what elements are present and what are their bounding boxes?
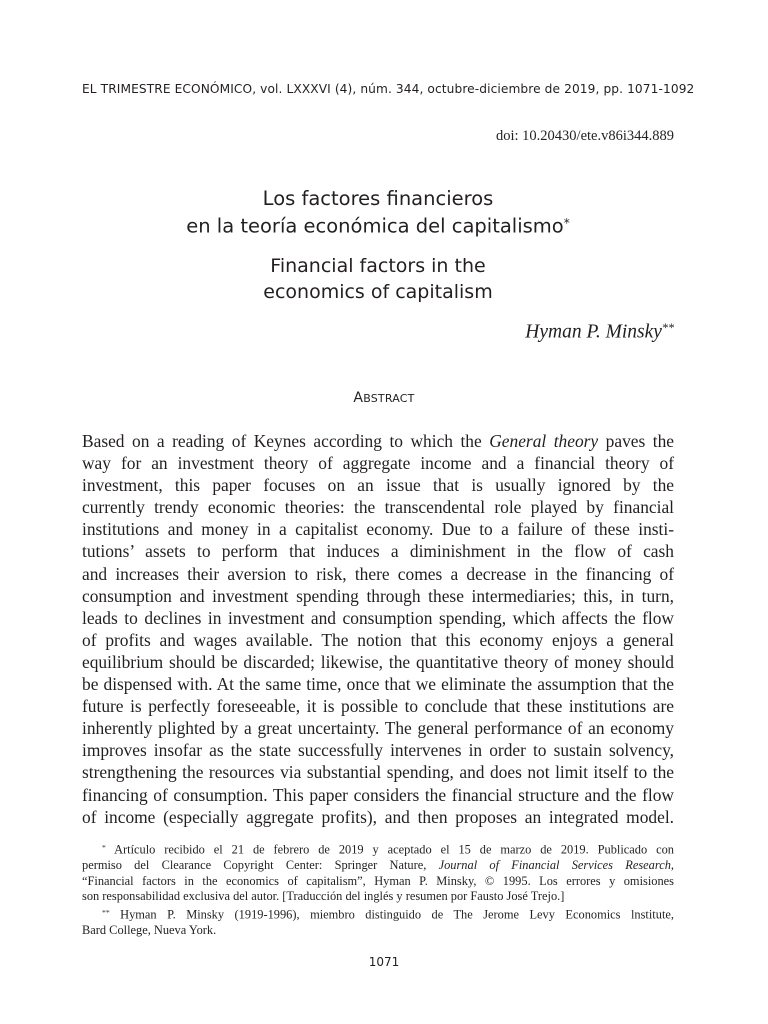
abstract-line-text: equilibrium should be discarded; likewise, the quantitative theory of money should [82, 651, 674, 672]
abstract-line-text: of income (especially aggregate profits), and then proposes an integrated model. [82, 806, 674, 827]
abstract-line [82, 806, 674, 828]
footnote-line-italic: Journal of Financial Services Research, [438, 858, 675, 873]
footnote-line [82, 905, 674, 923]
abstract-line-text: strengthening the resources via substantial spending, and does not limit itself to the [82, 762, 674, 783]
author-name: Hyman P. Minsky [525, 321, 662, 343]
abstract-heading [0, 390, 768, 406]
abstract-line [82, 518, 674, 540]
abstract-line-text: institutions and money in a capitalist economy. Due to a failure of these insti- [82, 519, 674, 540]
footnote-line-text: Artículo recibido el 21 de febrero de 2019 y aceptado el 15 de marzo de 2019. Publicado con [105, 842, 674, 857]
footnote-mark: ** [102, 907, 110, 917]
footnote-line [82, 858, 674, 874]
abstract-line-text: be dispensed with. At the same time, once that we eliminate the assumption that the [82, 674, 674, 695]
footnotes [82, 840, 674, 938]
abstract-line-text: paves the [598, 431, 674, 451]
abstract-heading-rest: BSTRACT [363, 392, 415, 405]
page-number: 1071 [368, 955, 400, 969]
abstract-line [82, 761, 674, 783]
abstract-line [82, 430, 674, 452]
footnote-line-text: Hyman P. Minsky (1919-1996), miembro distinguido de The Jerome Levy Economics lnstitute, [109, 907, 674, 922]
abstract-line-text: leads to declines in investment and consumption spending, which affects the flow [82, 607, 674, 628]
footnote-line-text: Bard College, Nueva York. [82, 922, 217, 937]
title-english-line-2: economics of capitalism [263, 281, 493, 304]
footnote-line-text: permiso del Clearance Copyright Center: Springer Nature, [82, 858, 439, 873]
abstract-line [82, 607, 674, 629]
abstract-line [82, 474, 674, 496]
abstract-line-text: Based on a reading of Keynes according to which the [82, 431, 490, 451]
abstract-line-text: investment, this paper focuses on an issue that is usually ignored by the [82, 475, 674, 496]
abstract-line [82, 784, 674, 806]
title-spanish [82, 186, 674, 238]
footnote-line [82, 840, 674, 858]
footnote-line-text: “Financial factors in the economics of capitalism”, Hyman P. Minsky, © 1995. Los errores y omisiones [82, 873, 674, 888]
footnote-line [82, 889, 674, 905]
abstract-line [82, 739, 674, 761]
abstract-line [82, 629, 674, 651]
abstract-heading-initial: A [353, 390, 364, 406]
abstract-line-text: future is perfectly foreseeable, it is possible to conclude that these institutions are [82, 696, 674, 717]
title-spanish-line-2 [82, 211, 674, 238]
abstract-line-text: of profits and wages available. The notion that this economy enjoys a general [82, 629, 674, 650]
abstract-line [82, 695, 674, 717]
abstract-line [82, 563, 674, 585]
abstract-line [82, 540, 674, 562]
abstract-body [82, 430, 674, 828]
footnote-line [82, 923, 674, 939]
title-english [82, 253, 674, 305]
footnote-line-text: son responsabilidad exclusiva del autor. [Traducción del inglés y resumen por Fausto José Trejo.] [82, 889, 565, 904]
abstract-line-italic: General theory [489, 431, 599, 451]
doi: doi: 10.20430/ete.v86i344.889 [495, 128, 674, 144]
abstract-line [82, 717, 674, 739]
titles [82, 186, 674, 305]
footnote-mark: * [102, 843, 106, 852]
abstract-line-text: financing of consumption. This paper considers the financial structure and the flow [82, 784, 674, 805]
author-footnote-mark: ** [661, 321, 674, 335]
title-spanish-line-1: Los factores financieros [262, 187, 494, 210]
abstract-line [82, 496, 674, 518]
title-footnote-mark: * [563, 216, 570, 230]
abstract-line-text: consumption and investment spending through these intermediaries; this, in turn, [82, 585, 674, 606]
title-spanish-line-2-text: en la teoría económica del capitalismo [186, 214, 564, 238]
abstract-line [82, 651, 674, 673]
abstract-line-text: and increases their aversion to risk, there comes a decrease in the financing of [82, 563, 674, 584]
abstract-line-text: improves insofar as the state successfully intervenes in order to sustain solvency, [82, 740, 674, 761]
abstract-line-text: currently trendy economic theories: the transcendental role played by financial [82, 497, 674, 518]
journal-header: EL TRIMESTRE ECONÓMICO, vol. LXXXVI (4), núm. 344, octubre-diciembre de 2019, pp. 1071-1092 [82, 82, 695, 96]
footnote-line [82, 874, 674, 890]
abstract-line [82, 585, 674, 607]
abstract-line-text: tutions’ assets to perform that induces a diminishment in the flow of cash [82, 541, 674, 562]
title-english-line-1: Financial factors in the [270, 255, 486, 278]
author [525, 321, 674, 343]
abstract-line [82, 673, 674, 695]
abstract-line-text: way for an investment theory of aggregate income and a financial theory of [82, 453, 674, 474]
abstract-line [82, 452, 674, 474]
abstract-line-text: inherently plighted by a great uncertainty. The general performance of an economy [82, 718, 674, 739]
